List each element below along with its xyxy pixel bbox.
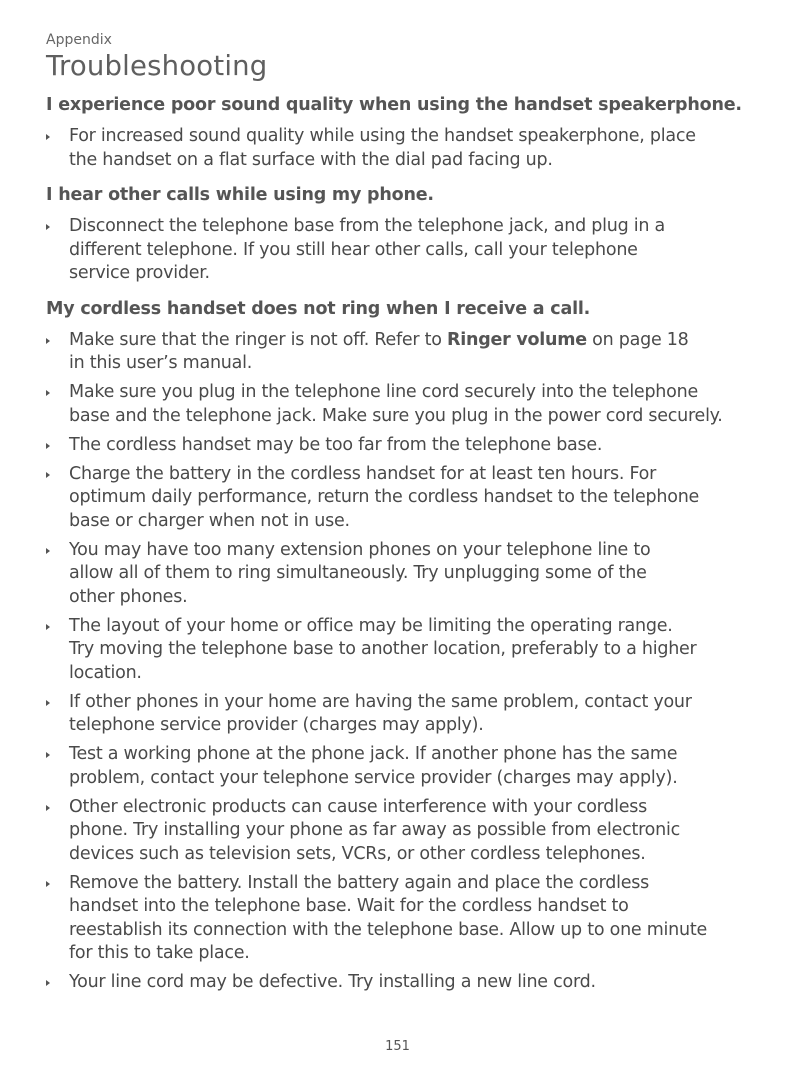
answer-line: reestablish its connection with the telephone base. Allow up to one minute — [69, 919, 707, 940]
answer-item — [46, 691, 751, 738]
answer-text — [69, 872, 751, 966]
answer-item — [46, 872, 751, 966]
answer-line: For increased sound quality while using the handset speakerphone, place — [69, 126, 696, 146]
answer-line: Disconnect the telephone base from the telephone jack, and plug in a — [69, 216, 666, 236]
answer-text — [69, 691, 751, 738]
answer-line: the handset on a flat surface with the dial pad facing up. — [69, 149, 553, 170]
answer-line: for this to take place. — [69, 943, 250, 963]
answer-line: optimum daily performance, return the cordless handset to the telephone — [69, 487, 700, 507]
answer-line: devices such as television sets, VCRs, or other cordless telephones. — [69, 843, 646, 864]
answer-list — [46, 215, 751, 286]
answer-item — [46, 796, 751, 867]
answer-item — [46, 125, 751, 172]
answer-line: Test a working phone at the phone jack. If another phone has the same — [69, 744, 678, 764]
answer-line: problem, contact your telephone service provider (charges may apply). — [69, 767, 678, 788]
answer-item — [46, 743, 751, 790]
answer-line: base and the telephone jack. Make sure you plug in the power cord securely. — [69, 405, 723, 426]
answer-line: Try moving the telephone base to another location, preferably to a higher — [69, 639, 697, 659]
bullet-triangle-icon — [46, 548, 50, 554]
bullet-triangle-icon — [46, 443, 50, 449]
answer-line: The cordless handset may be too far from the telephone base. — [69, 434, 603, 455]
section-label: Appendix — [46, 32, 112, 48]
answer-text — [69, 125, 751, 172]
answer-list — [46, 329, 751, 995]
troubleshooting-sections — [46, 93, 751, 995]
answer-item — [46, 381, 751, 428]
answer-text — [69, 971, 751, 995]
bullet-triangle-icon — [46, 980, 50, 986]
reference-link-text: Ringer volume — [447, 329, 587, 350]
answer-item — [46, 615, 751, 686]
question-heading: I hear other calls while using my phone. — [46, 185, 434, 205]
answer-line: You may have too many extension phones on your telephone line to — [69, 539, 651, 560]
answer-line: If other phones in your home are having the same problem, contact your — [69, 691, 692, 712]
page-title: Troubleshooting — [46, 50, 268, 82]
question-heading: I experience poor sound quality when using the handset speakerphone. — [46, 95, 742, 115]
answer-line: in this user’s manual. — [69, 353, 253, 373]
answer-text — [69, 743, 751, 790]
answer-line: other phones. — [69, 586, 188, 607]
answer-line: location. — [69, 662, 142, 683]
bullet-triangle-icon — [46, 752, 50, 758]
page-content — [46, 30, 751, 1006]
answer-text — [69, 434, 751, 458]
answer-line: Other electronic products can cause interference with your cordless — [69, 796, 648, 817]
bullet-triangle-icon — [46, 881, 50, 887]
answer-item — [46, 329, 751, 376]
answer-line: Charge the battery in the cordless handset for at least ten hours. For — [69, 463, 657, 484]
page-number: 151 — [385, 1039, 410, 1054]
answer-line: Make sure you plug in the telephone line cord securely into the telephone — [69, 382, 698, 402]
answer-text — [69, 615, 751, 686]
answer-list — [46, 125, 751, 172]
answer-line: Remove the battery. Install the battery again and place the cordless — [69, 872, 649, 893]
answer-item — [46, 971, 751, 995]
answer-line: The layout of your home or office may be limiting the operating range. — [69, 615, 673, 636]
bullet-triangle-icon — [46, 472, 50, 478]
answer-text — [69, 463, 751, 534]
bullet-triangle-icon — [46, 134, 50, 140]
answer-line: Your line cord may be defective. Try installing a new line cord. — [69, 972, 596, 992]
question-heading: My cordless handset does not ring when I receive a call. — [46, 298, 591, 319]
bullet-triangle-icon — [46, 805, 50, 811]
bullet-triangle-icon — [46, 224, 50, 230]
answer-text — [69, 539, 751, 610]
bullet-triangle-icon — [46, 390, 50, 396]
answer-item — [46, 463, 751, 534]
bullet-triangle-icon — [46, 338, 50, 344]
bullet-triangle-icon — [46, 624, 50, 630]
bullet-triangle-icon — [46, 700, 50, 706]
answer-line: base or charger when not in use. — [69, 510, 350, 531]
answer-line: service provider. — [69, 263, 210, 283]
answer-text — [69, 329, 751, 376]
answer-line: phone. Try installing your phone as far away as possible from electronic — [69, 820, 680, 840]
answer-text — [69, 215, 751, 286]
answer-line: allow all of them to ring simultaneously. Try unplugging some of the — [69, 563, 647, 583]
answer-line: telephone service provider (charges may apply). — [69, 715, 484, 735]
answer-line: different telephone. If you still hear other calls, call your telephone — [69, 239, 638, 260]
answer-text-fragment: Make sure that the ringer is not off. Refer to — [69, 329, 448, 350]
answer-item — [46, 539, 751, 610]
answer-text-fragment: on page 18 — [586, 329, 689, 350]
answer-text — [69, 381, 751, 428]
answer-text — [69, 796, 751, 867]
answer-item — [46, 215, 751, 286]
answer-line — [69, 329, 751, 353]
answer-item — [46, 434, 751, 458]
answer-line: handset into the telephone base. Wait for the cordless handset to — [69, 896, 629, 916]
